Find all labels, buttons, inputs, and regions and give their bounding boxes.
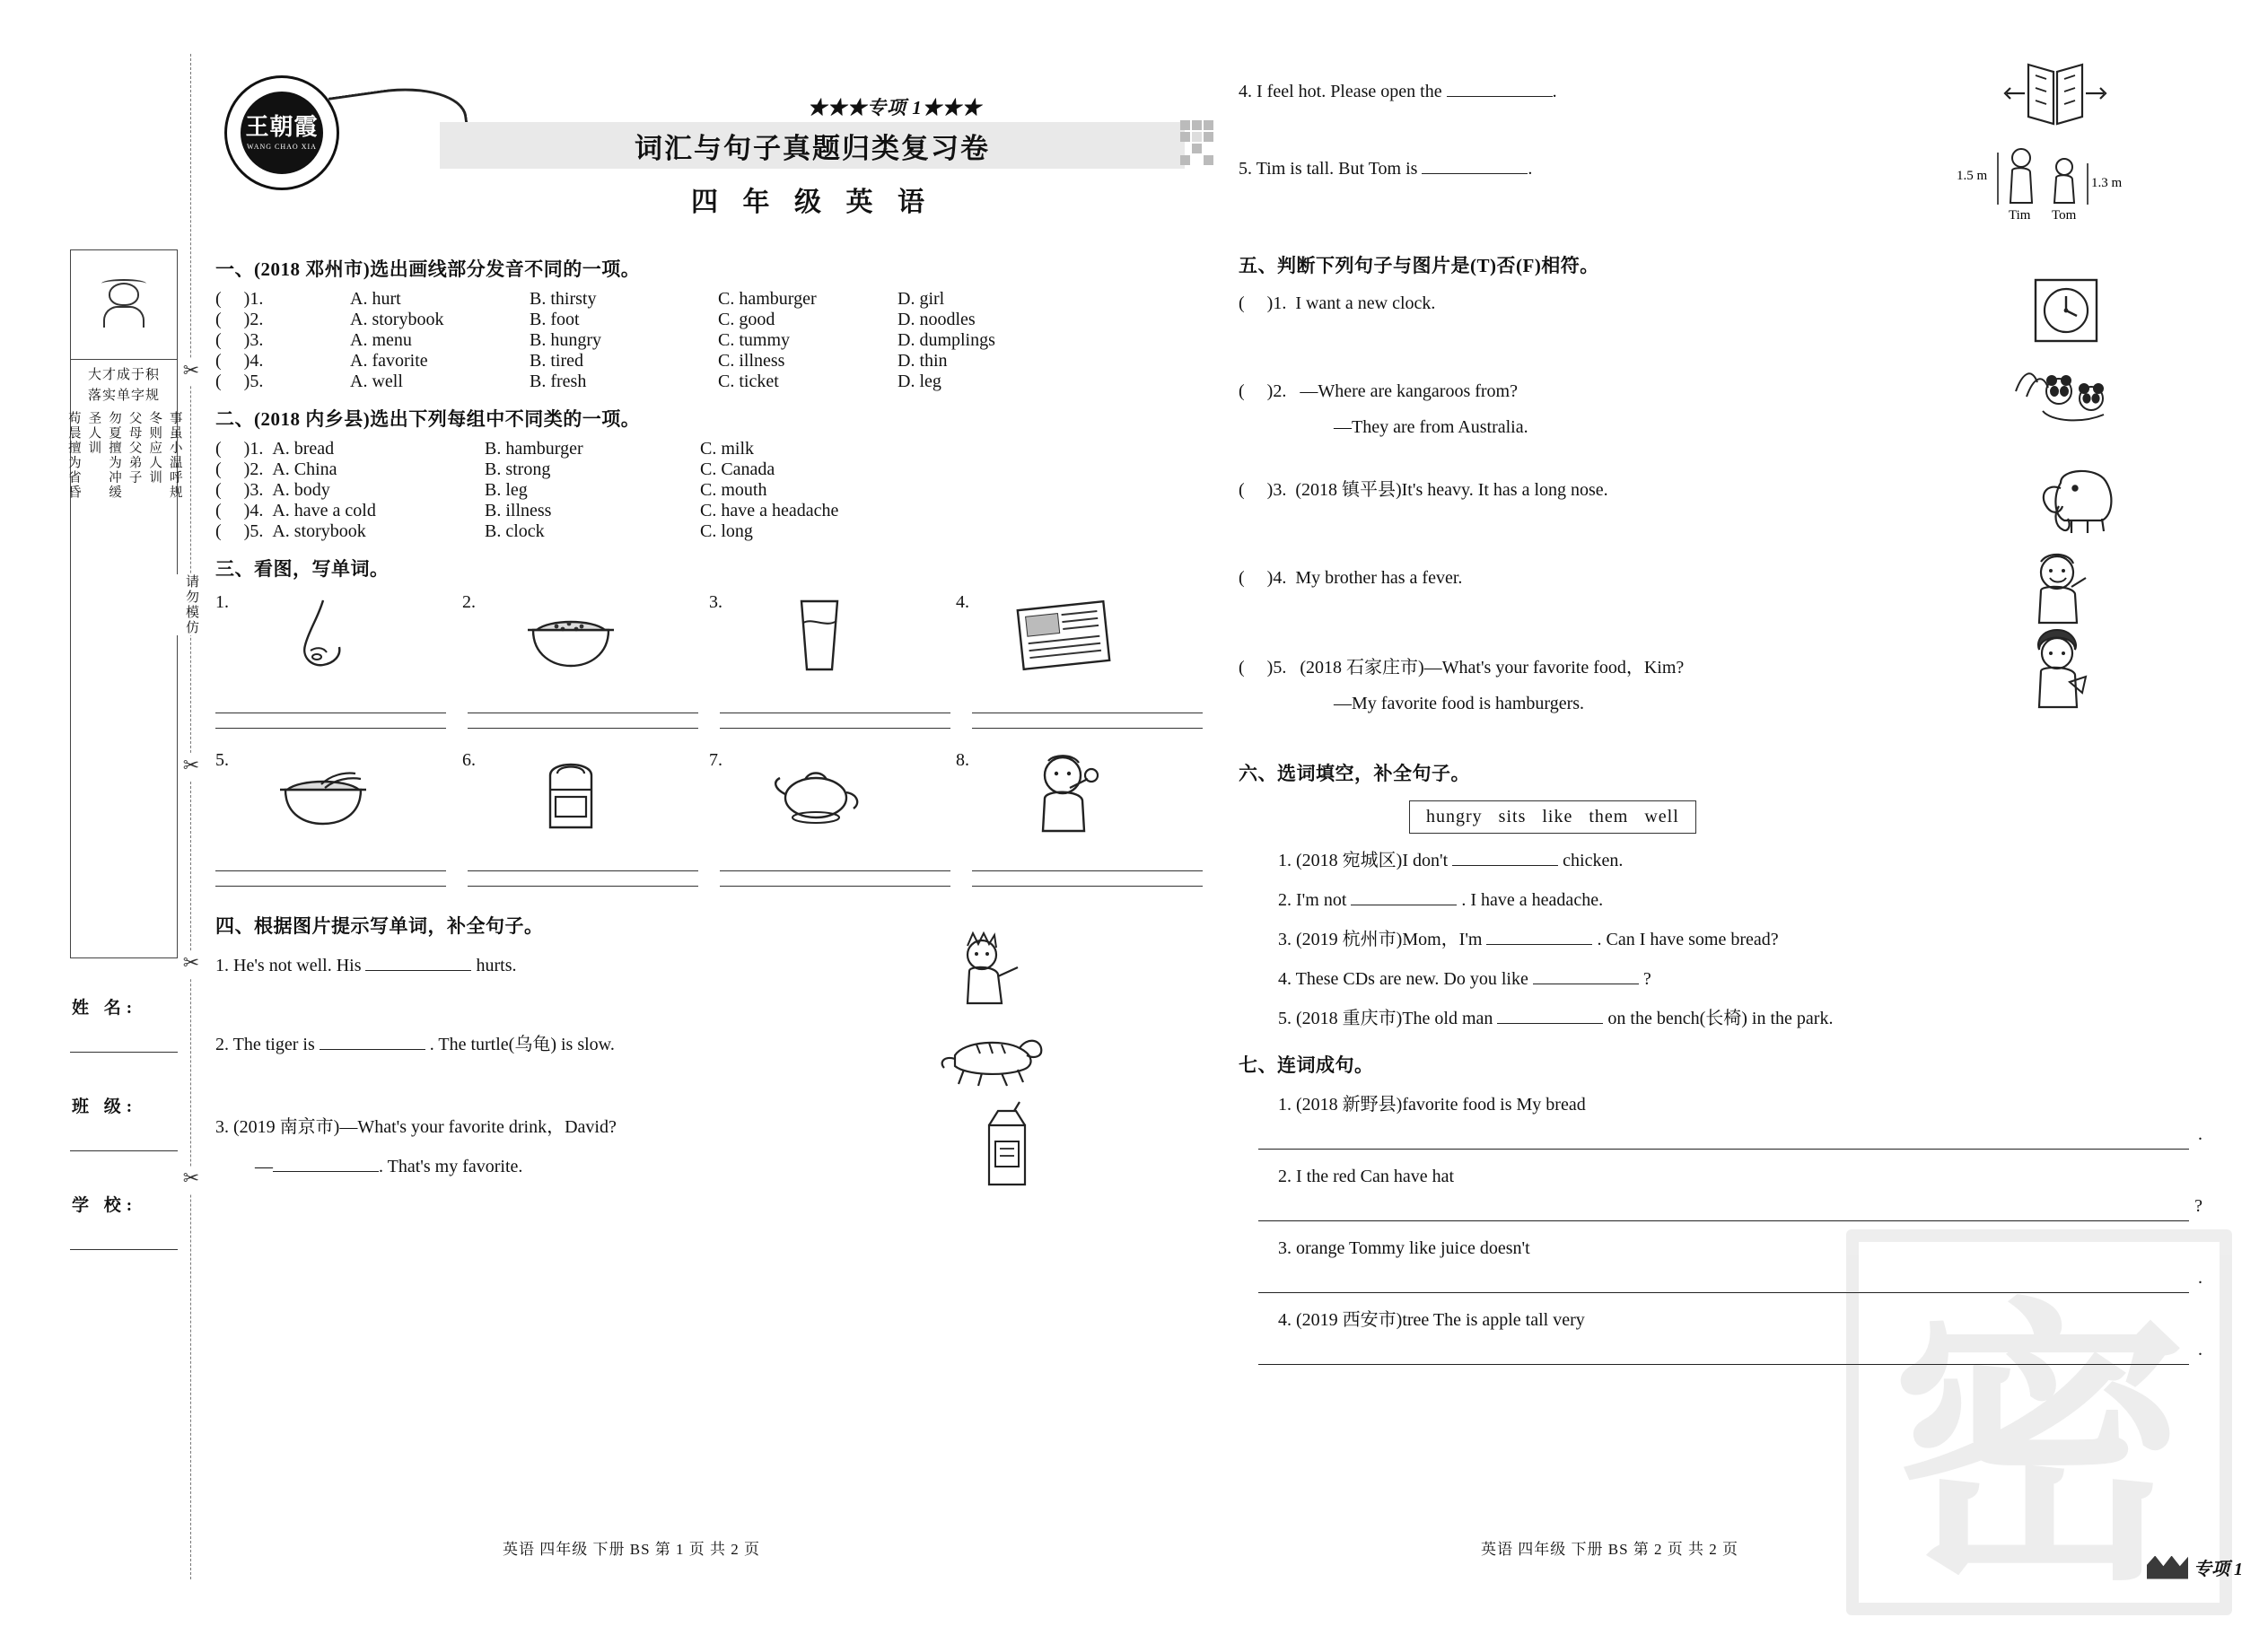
section-4-title: 四、根据图片提示写单词，补全句子。 bbox=[215, 915, 544, 937]
field-name-label: 姓 名: bbox=[72, 999, 138, 1018]
s7-item-text: (2018 新野县)favorite food is My bread bbox=[1296, 1095, 1586, 1115]
section-4 bbox=[215, 912, 1203, 1206]
juice-box-icon bbox=[973, 1102, 1041, 1192]
scholar-face-icon bbox=[98, 281, 150, 329]
s1-row bbox=[215, 310, 1203, 330]
s6-item-text: (2018 重庆市)The old man bbox=[1296, 1009, 1493, 1028]
s3-answer-lines-row-1[interactable] bbox=[215, 698, 1203, 730]
field-name[interactable] bbox=[70, 994, 178, 1053]
brand-logo bbox=[224, 75, 339, 190]
footer-left: 英语 四年级 下册 BS 第 1 页 共 2 页 bbox=[503, 1541, 761, 1558]
s4-item-num: 2. bbox=[215, 1035, 229, 1054]
s5-item-text: (2018 镇平县)It's heavy. It has a long nose. bbox=[1295, 480, 1608, 500]
s1-option-b[interactable]: B. foot bbox=[530, 310, 580, 329]
brand-name-en: WANG CHAO XIA bbox=[247, 142, 317, 151]
section-7: 七、连词成句。 1. (2018 新野县)favorite food is My bread . 2. I the red Can have hat ? 3. orange Tommy like juice doesn't . 4. (2019 西安市)tree The is apple tall very . bbox=[1239, 1051, 2208, 1365]
section-6-title: 六、选词填空，补全句子。 bbox=[1239, 763, 1470, 784]
s3-answer-line[interactable] bbox=[215, 698, 446, 730]
s2-row bbox=[215, 439, 1203, 459]
confidential-watermark: 密 bbox=[1846, 1229, 2232, 1615]
section-1-title: 一、(2018 邓州市)选出画线部分发音不同的一项。 bbox=[215, 258, 641, 280]
s2-answer-slot[interactable]: ( )3. A. body bbox=[215, 480, 330, 500]
s3-picture-row-2 bbox=[215, 747, 1203, 854]
s7-item-text: I the red Can have hat bbox=[1296, 1167, 1455, 1186]
section-2 bbox=[215, 405, 1203, 542]
section-2-title: 二、(2018 内乡县)选出下列每组中不同类的一项。 bbox=[215, 408, 641, 430]
section-3 bbox=[215, 555, 1203, 888]
motto-columns bbox=[66, 406, 182, 505]
s6-answer-blank[interactable] bbox=[1486, 944, 1592, 945]
page-title: 词汇与句子真题归类复习卷 bbox=[440, 122, 1185, 169]
s5-item-text: —Where are kangaroos from? bbox=[1300, 381, 1518, 401]
s3-picture-cell: 6. bbox=[462, 747, 709, 854]
s4-item: 3. (2019 南京市)—What's your favorite drink，David? — . That's my favorite. bbox=[215, 1107, 1203, 1206]
nose-icon bbox=[257, 589, 391, 682]
seal-portrait bbox=[71, 250, 177, 360]
s7-item: 2. I the red Can have hat bbox=[1278, 1167, 1455, 1186]
motto-line-1: 大才成于积 bbox=[87, 368, 160, 382]
s4-answer-blank[interactable] bbox=[365, 970, 471, 971]
field-school-input[interactable] bbox=[70, 1220, 178, 1250]
teapot-icon bbox=[750, 747, 885, 840]
s7-item: 1. (2018 新野县)favorite food is My bread bbox=[1278, 1095, 1586, 1115]
two-boys-height-icon bbox=[1957, 136, 2136, 223]
s1-answer-slot[interactable]: ( )3. bbox=[215, 330, 264, 350]
s1-option-c[interactable]: C. hamburger bbox=[718, 289, 817, 309]
s4-item-continued: 5. Tim is tall. But Tom is . 1.5 m 1.3 m Tim Tom bbox=[1239, 149, 2208, 239]
s2-answer-slot[interactable]: ( )4. A. have a cold bbox=[215, 501, 376, 520]
s2-row bbox=[215, 480, 1203, 501]
s1-answer-slot[interactable]: ( )4. bbox=[215, 351, 264, 371]
special-tag: ★★★专项 1★★★ bbox=[808, 97, 982, 118]
motto-col: 圣人训 bbox=[86, 411, 101, 456]
s1-row bbox=[215, 372, 1203, 392]
paper-header bbox=[215, 70, 1203, 217]
s5-item-text2: —They are from Australia. bbox=[1334, 417, 1528, 437]
s1-option-a[interactable]: A. well bbox=[350, 372, 403, 391]
word-bank-item[interactable]: well bbox=[1644, 807, 1679, 826]
svg-text:1.5 m: 1.5 m bbox=[1957, 169, 1988, 183]
s1-option-d[interactable]: D. leg bbox=[898, 372, 941, 391]
s2-answer-slot[interactable]: ( )5. A. storybook bbox=[215, 521, 366, 541]
rice-bowl-icon bbox=[504, 589, 638, 682]
s4-item-text: He's not well. His bbox=[233, 956, 362, 975]
s1-option-b[interactable]: B. tired bbox=[530, 351, 583, 371]
s4-answer-blank[interactable] bbox=[1447, 96, 1553, 97]
s1-option-b[interactable]: B. thirsty bbox=[530, 289, 597, 309]
s3-answer-line[interactable] bbox=[215, 856, 446, 888]
glass-of-water-icon bbox=[750, 589, 885, 682]
s7-item: 4. (2019 西安市)tree The is apple tall very bbox=[1278, 1310, 1585, 1330]
s1-option-d[interactable]: D. girl bbox=[898, 289, 945, 309]
s1-option-b[interactable]: B. hungry bbox=[530, 330, 601, 350]
s2-answer-slot[interactable]: ( )2. A. China bbox=[215, 459, 337, 479]
s5-answer-slot[interactable]: ( )2. bbox=[1239, 381, 1287, 401]
subject-title: 四 年 级 英 语 bbox=[691, 188, 933, 217]
scissors-icon: ✂ bbox=[178, 951, 205, 978]
s4-item-text: I feel hot. Please open the bbox=[1257, 82, 1442, 101]
scissors-icon: ✂ bbox=[178, 1167, 205, 1193]
s2-row bbox=[215, 501, 1203, 521]
s1-option-b[interactable]: B. fresh bbox=[530, 372, 587, 391]
s2-row bbox=[215, 521, 1203, 542]
s4-item-continued: 4. I feel hot. Please open the . bbox=[1239, 72, 2208, 149]
corner-tag-label: 专项 1 bbox=[2194, 1560, 2243, 1579]
s7-item: 3. orange Tommy like juice doesn't bbox=[1278, 1238, 1530, 1258]
s3-picture-cell: 1. bbox=[215, 589, 462, 696]
do-not-imitate-note: 请勿模仿 bbox=[176, 574, 201, 635]
s6-item-text: (2018 宛城区)I don't bbox=[1296, 851, 1449, 870]
section-5-title: 五、判断下列句子与图片是(T)否(F)相符。 bbox=[1239, 255, 1599, 276]
s3-picture-cell: 2. bbox=[462, 589, 709, 696]
s1-row bbox=[215, 289, 1203, 310]
s4-item-text: Tim is tall. But Tom is bbox=[1256, 159, 1418, 179]
corner-decoration-icon bbox=[2147, 1556, 2188, 1579]
s1-option-a[interactable]: A. menu bbox=[350, 330, 412, 350]
motto-line-2: 落实单字规 bbox=[87, 388, 160, 403]
s4-answer-blank[interactable] bbox=[320, 1049, 425, 1050]
left-column bbox=[215, 242, 1203, 1206]
section-1 bbox=[215, 255, 1203, 392]
s3-answer-line[interactable] bbox=[720, 856, 950, 888]
s1-option-c[interactable]: C. illness bbox=[718, 351, 785, 371]
s1-option-a[interactable]: A. storybook bbox=[350, 310, 444, 329]
field-class-input[interactable] bbox=[70, 1121, 178, 1151]
scissors-icon: ✂ bbox=[178, 754, 205, 781]
word-bank bbox=[1409, 800, 1696, 834]
s2-option-c[interactable]: C. milk bbox=[700, 439, 755, 459]
s5-item-text: I want a new clock. bbox=[1295, 293, 1436, 313]
word-bank-item[interactable]: hungry bbox=[1426, 807, 1483, 826]
s1-option-d[interactable]: D. noodles bbox=[898, 310, 976, 329]
field-school-label: 学 校: bbox=[72, 1196, 138, 1215]
s5-answer-slot[interactable]: ( )3. bbox=[1239, 480, 1287, 500]
wall-clock-icon bbox=[2023, 271, 2109, 354]
field-class[interactable] bbox=[70, 1093, 178, 1151]
motto-col: 苟晨擅为省昏 bbox=[66, 411, 81, 500]
tiger-running-icon bbox=[933, 1016, 1050, 1088]
s3-picture-cell: 4. bbox=[956, 589, 1203, 696]
s5-answer-slot[interactable]: ( )1. bbox=[1239, 293, 1287, 313]
s3-picture-cell: 3. bbox=[709, 589, 956, 696]
s4-item-num: 1. bbox=[215, 956, 229, 975]
newspaper-icon bbox=[997, 589, 1132, 682]
motto-top bbox=[71, 360, 177, 406]
s7-answer-line[interactable] bbox=[1258, 1270, 2189, 1293]
motto-col: 父母父弟子 bbox=[127, 411, 142, 485]
field-name-input[interactable] bbox=[70, 1022, 178, 1053]
s4-item-text: (2019 南京市)—What's your favorite drink，David? bbox=[233, 1117, 617, 1137]
s6-item: 5. (2018 重庆市)The old man on the bench(长椅) in the park. bbox=[1278, 1009, 1834, 1028]
svg-text:1.3 m: 1.3 m bbox=[2091, 176, 2123, 190]
section-3-title: 三、看图，写单词。 bbox=[215, 558, 390, 580]
s6-item: 2. I'm not . I have a headache. bbox=[1278, 890, 1604, 910]
s4-item bbox=[215, 946, 1203, 1025]
s2-option-c[interactable]: C. long bbox=[700, 521, 753, 541]
brand-name-zh: 王朝霞 bbox=[245, 113, 319, 140]
s2-option-b[interactable]: B. illness bbox=[485, 501, 552, 520]
s7-answer-line[interactable] bbox=[1258, 1342, 2189, 1365]
s7-answer-line[interactable] bbox=[1258, 1126, 2189, 1150]
s5-item-text2: —My favorite food is hamburgers. bbox=[1334, 694, 1585, 713]
s2-answer-slot[interactable]: ( )1. A. bread bbox=[215, 439, 335, 459]
motto-col: 冬则应人训 bbox=[147, 411, 162, 485]
s2-option-b[interactable]: B. hamburger bbox=[485, 439, 583, 459]
s2-row bbox=[215, 459, 1203, 480]
s2-option-c[interactable]: C. have a headache bbox=[700, 501, 839, 520]
s7-item-text: (2019 西安市)tree The is apple tall very bbox=[1296, 1310, 1585, 1330]
fold-dashed-line bbox=[190, 54, 191, 1579]
s4-item-text-after: . The turtle(乌龟) is slow. bbox=[429, 1035, 615, 1054]
s1-option-c[interactable]: C. ticket bbox=[718, 372, 779, 391]
s4-item-num: 5. bbox=[1239, 159, 1252, 179]
s5-answer-slot[interactable]: ( )4. bbox=[1239, 568, 1287, 588]
s1-option-c[interactable]: C. good bbox=[718, 310, 775, 329]
word-bank-item[interactable]: like bbox=[1542, 807, 1573, 826]
s6-item: 4. These CDs are new. Do you like ? bbox=[1278, 969, 1651, 989]
s6-answer-blank[interactable] bbox=[1497, 1023, 1603, 1024]
s3-answer-line[interactable] bbox=[972, 856, 1203, 888]
s6-item-text: (2019 杭州市)Mom，I'm bbox=[1296, 930, 1483, 949]
motto-col: 勿夏擅为冲缓 bbox=[107, 411, 121, 500]
s7-item-text: orange Tommy like juice doesn't bbox=[1296, 1238, 1530, 1258]
footer-right: 英语 四年级 下册 BS 第 2 页 共 2 页 bbox=[1481, 1541, 1739, 1558]
svg-text:Tom: Tom bbox=[2052, 208, 2077, 223]
s6-item: 3. (2019 杭州市)Mom，I'm . Can I have some bread? bbox=[1278, 930, 1779, 949]
s3-answer-line[interactable] bbox=[468, 856, 698, 888]
section-7-title: 七、连词成句。 bbox=[1239, 1054, 1374, 1076]
s1-option-c[interactable]: C. tummy bbox=[718, 330, 791, 350]
s1-row bbox=[215, 330, 1203, 351]
s4-item-num: 3. bbox=[215, 1117, 229, 1137]
s4-item bbox=[215, 1025, 1203, 1107]
s3-picture-cell: 8. bbox=[956, 747, 1203, 854]
s2-option-b[interactable]: B. leg bbox=[485, 480, 528, 500]
s6-answer-blank[interactable] bbox=[1452, 865, 1558, 866]
s4-item-text-after: hurts. bbox=[476, 956, 517, 975]
s4-item-num: 4. bbox=[1239, 82, 1252, 101]
s4-answer-blank[interactable] bbox=[1422, 173, 1528, 174]
s1-option-a[interactable]: A. hurt bbox=[350, 289, 401, 309]
s4-item-text: The tiger is bbox=[232, 1035, 315, 1054]
s2-option-b[interactable]: B. clock bbox=[485, 521, 545, 541]
checker-decoration-icon bbox=[1180, 120, 1222, 170]
svg-text:Tim: Tim bbox=[2009, 208, 2031, 223]
s1-answer-slot[interactable]: ( )5. bbox=[215, 372, 264, 391]
s2-option-b[interactable]: B. strong bbox=[485, 459, 551, 479]
s1-option-d[interactable]: D. thin bbox=[898, 351, 948, 371]
s3-picture-cell: 5. bbox=[215, 747, 462, 854]
field-school[interactable] bbox=[70, 1192, 178, 1250]
s6-item-text: These CDs are new. Do you like bbox=[1295, 969, 1528, 989]
backpack-icon bbox=[504, 747, 638, 840]
motto-col: 事虽小温呼规 bbox=[167, 411, 182, 500]
s1-option-a[interactable]: A. favorite bbox=[350, 351, 428, 371]
word-bank-item[interactable]: them bbox=[1589, 807, 1629, 826]
boy-hurt-icon bbox=[946, 931, 1032, 1009]
s3-picture-cell: 7. bbox=[709, 747, 956, 854]
boy-eating-icon bbox=[997, 747, 1132, 840]
field-class-label: 班 级: bbox=[72, 1097, 138, 1116]
s5-item-text: My brother has a fever. bbox=[1295, 568, 1463, 588]
s3-answer-line[interactable] bbox=[468, 698, 698, 730]
s3-answer-line[interactable] bbox=[720, 698, 950, 730]
s1-answer-slot[interactable]: ( )1. bbox=[215, 289, 264, 309]
s4-answer-blank[interactable] bbox=[273, 1171, 379, 1172]
noodles-bowl-icon bbox=[257, 747, 391, 840]
elephant-icon bbox=[2019, 456, 2136, 537]
s1-option-d[interactable]: D. dumplings bbox=[898, 330, 995, 350]
s7-answer-line[interactable] bbox=[1258, 1198, 2189, 1221]
s1-row bbox=[215, 351, 1203, 372]
s2-option-c[interactable]: C. mouth bbox=[700, 480, 767, 500]
s3-answer-line[interactable] bbox=[972, 698, 1203, 730]
s1-answer-slot[interactable]: ( )2. bbox=[215, 310, 264, 329]
s3-picture-row-1 bbox=[215, 589, 1203, 696]
word-bank-item[interactable]: sits bbox=[1498, 807, 1527, 826]
s6-item: 1. (2018 宛城区)I don't chicken. bbox=[1278, 851, 1624, 870]
s2-option-c[interactable]: C. Canada bbox=[700, 459, 775, 479]
left-motto-strip bbox=[66, 249, 182, 958]
s5-item-text: (2018 石家庄市)—What's your favorite food，Kim? bbox=[1300, 658, 1685, 678]
window-icon bbox=[2001, 52, 2109, 135]
s3-answer-lines-row-2[interactable] bbox=[215, 856, 1203, 888]
s5-answer-slot[interactable]: ( )5. bbox=[1239, 658, 1287, 678]
pandas-icon bbox=[2010, 355, 2118, 442]
scissors-icon: ✂ bbox=[178, 359, 205, 386]
corner-tag bbox=[2147, 1554, 2243, 1580]
s6-item-text: I'm not bbox=[1296, 890, 1347, 910]
